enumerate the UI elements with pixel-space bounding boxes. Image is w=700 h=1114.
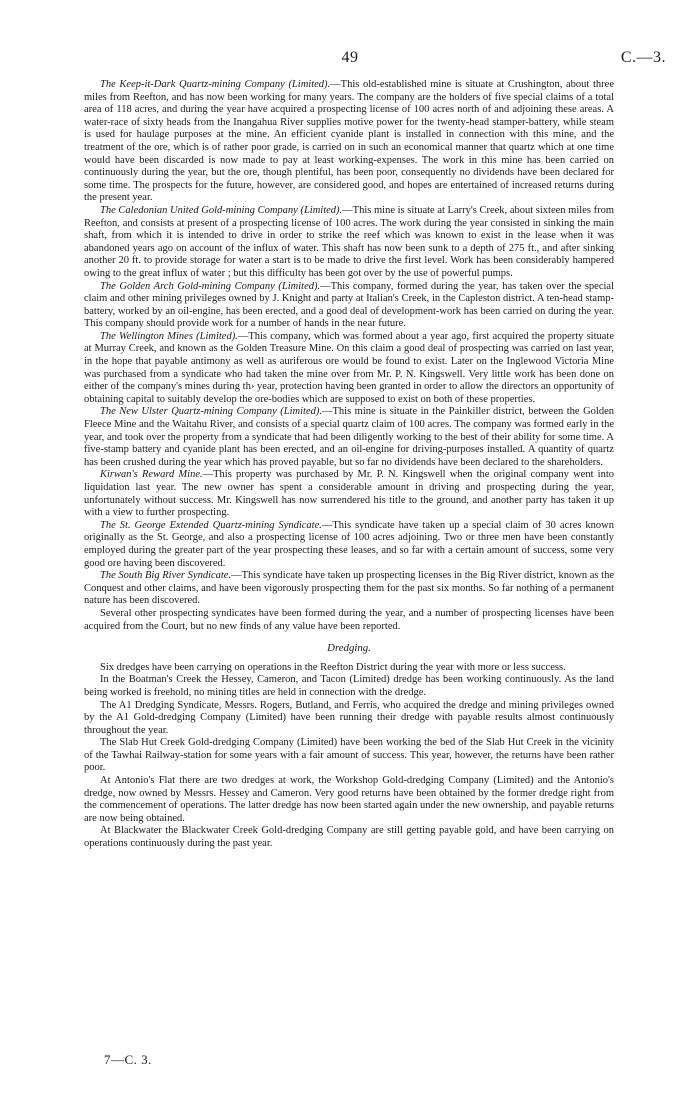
company-name: The New Ulster Quartz-mining Company (Limited).	[100, 406, 322, 418]
paragraph-text: —This mine is situate in the Painkiller district, between the Golden Fleece Mine and the Waitahu River, and consists of a special quartz claim of 100 acres. The company was formed early in the year, and took over the property from a syndicate that had been diligently working to the best of their ability for some time. A five-stamp battery and cyanide plant has been erected, and an oil-engine for driving-purposes installed. A quantity of quartz has been crushed during the year which has proved payable, but so far no dividends have been declared to the shareholders.	[84, 406, 614, 468]
section-heading-dredging: Dredging.	[327, 642, 371, 655]
paragraph-st-george	[84, 520, 614, 570]
paragraph-text: —This syndicate have taken up a special claim of 30 acres known originally as the St. George, and also a prospecting license of 100 acres adjoining. Two or three men have been constantly employed during the greater part of the year prospecting these leases, and so far with a certain amount of success, some very good ore having been discovered.	[84, 519, 614, 569]
paragraph-text: —This syndicate have taken up prospecting licenses in the Big River district, known as the Conquest and other claims, and have been vigorously prospecting them for the past six months. So far nothing of a permanent nature has been discovered.	[84, 570, 614, 607]
company-name: The St. George Extended Quartz-mining Syndicate.	[100, 519, 322, 531]
company-name: The South Big River Syndicate.	[100, 570, 232, 582]
paragraph-golden-arch	[84, 281, 614, 331]
paragraph-text: —This company, formed during the year, has taken over the special claim and other mining privileges owned by J. Knight and party at Italian's Creek, in the Capleston district. A ten-head stamp-battery, worked by an oil-engine, has been erected, and a good deal of development-work has been carried on during the year. This company should provide work for a number of hands in the near future.	[84, 280, 614, 330]
paragraph-text: —This old-established mine is situate at Crushington, about three miles from Reefton, and has now been working for many years. The company are the holders of five special claims of a total area of 118 acres, and during the year have acquired a prospecting license of 100 acres north of and adjoining these areas. A water-race of sixty heads from the Inangahua River supplies motive power for the twenty-head stamper-battery, while steam is used for haulage purposes at the mine. An efficient cyanide plant is installed in connection with this mine, and the treatment of the ore, which is of rather poor grade, is carried on in such an economical manner that quartz which at one time would have been discarded is now made to pay at least working-expenses. The work in this mine has been carried on continuously during the year, but the ore, though plentiful, has been poor, consequently no dividends have been declared for some time. The prospects for the future, however, are considered good, and hopes are entertained of increased returns during the present year.	[84, 79, 614, 204]
company-name: The Caledonian United Gold-mining Company (Limited).	[100, 204, 343, 216]
paragraph-text: —This company, which was formed about a year ago, first acquired the property situate at Murray Creek, and known as the Golden Treasure Mine. On this claim a good deal of prospecting was carried on last year, in the hope that payable antimony as well as auriferous ore would be found to exist. Later on the Inglewood Victoria Mine was purchased from a syndicate who had taken the mine over from Mr. P. N. Kingswell. Very little work has been done on either of the company's mines during th› year, protection having been granted in order to allow the directors an opportunity of obtaining capital to suitably develop the ore-bodies which are supposed to exist on both of these properties.	[84, 330, 614, 405]
paragraph-caledonian	[84, 205, 614, 281]
dredging-paragraph: The A1 Dredging Syndicate, Messrs. Rogers, Butland, and Ferris, who acquired the dredge and mining privileges owned by the A1 Gold-dredging Company (Limited) have been running their dredge with payable results almost continuously throughout the year.	[84, 699, 614, 736]
company-name: The Wellington Mines (Limited).	[100, 330, 238, 342]
paragraph-wellington	[84, 331, 614, 407]
paragraph-text: Several other prospecting syndicates have been formed during the year, and a number of prospecting licenses have been acquired from the Court, but no new finds of any value have been reported.	[84, 607, 614, 632]
page-body	[84, 79, 614, 851]
paragraph-text: —This property was purchased by Mr. P. N. Kingswell when the original company went into liquidation last year. The new owner has spent a considerable amount in driving and prospecting during the year, unfortunately without success. Mr. Kingswell has now surrendered his title to the ground, and another party has taken it up with a view to further prospecting.	[84, 469, 614, 519]
paragraph-new-ulster	[84, 406, 614, 469]
paragraph-south-big-river	[84, 570, 614, 608]
paragraph-kirwans	[84, 469, 614, 519]
company-name: The Golden Arch Gold-mining Company (Limited).	[100, 280, 321, 292]
dredging-paragraph: In the Boatman's Creek the Hessey, Cameron, and Tacon (Limited) dredge has been working continuously. As the land being worked is freehold, no mining titles are held in connection with the dredge.	[84, 674, 614, 698]
paragraph-text: —This mine is situate at Larry's Creek, about sixteen miles from Reefton, and consists at present of a prospecting license of 100 acres. The work during the year consisted in sinking the main shaft, from which it is intended to drive in order to strike the reef which was known to exist in the lease when it was abandoned years ago on account of the influx of water. This shaft has now been sunk to a depth of 275 ft., and after sinking another 20 ft. to provide storage for water a start is to be made to drive the first level. Work has been considerably hampered owing to the great influx of water ; but this difficulty has been got over by the use of powerful pumps.	[84, 204, 614, 279]
company-name: The Keep-it-Dark Quartz-mining Company (Limited).	[100, 79, 331, 90]
page-number: 49	[341, 49, 359, 66]
paragraph-keep-it-dark	[84, 79, 614, 205]
dredging-paragraph: At Blackwater the Blackwater Creek Gold-dredging Company are still getting payable gold, and have been carrying on operations continuously during the past year.	[84, 825, 614, 850]
dredging-paragraph: At Antonio's Flat there are two dredges at work, the Workshop Gold-dredging Company (Limited) and the Antonio's dredge, now owned by Messrs. Hessey and Cameron. Very good returns have been obtained by the former dredge right from the commencement of operations. The latter dredge has now been started again under the new ownership, and payable returns are now being obtained.	[84, 775, 614, 824]
footer-signature: 7—C. 3.	[104, 1052, 152, 1067]
paragraph-other-syndicates	[84, 608, 614, 633]
company-name: Kirwan's Reward Mine.	[100, 469, 203, 481]
dredging-paragraph: The Slab Hut Creek Gold-dredging Company (Limited) have been working the bed of the Slab Hut Creek in the vicinity of the Tawhai Railway-station for some years with a fair amount of success. This year, however, the returns have been rather poor.	[84, 737, 614, 774]
dredging-paragraph: Six dredges have been carrying on operations in the Reefton District during the year with more or less success.	[100, 661, 566, 673]
document-reference: C.—3.	[620, 49, 666, 66]
